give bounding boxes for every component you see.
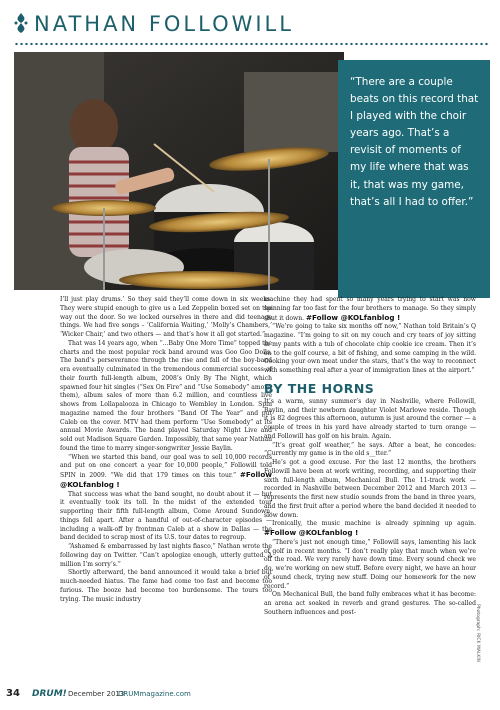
paragraph: “We’re going to take six months off now,” Nathan told Britain’s Q magazine. “I’m going to sit on my couch and cry tears of joy sitting in my pants with a tub of chocolate chip cookie ice cream. Then it’s on to the golf course, a bit of fishing, and some camping in the wild. Cooking your own meat under the stars, that’s the way to reconnect with something real after a year of immigration lines at the airport.” (264, 323, 476, 374)
section-subhead: BY THE HORNS (264, 380, 375, 396)
page-footer (6, 688, 486, 702)
paragraph: It’s a warm, sunny summer’s day in Nashville, where Followill, Baylin, and their newborn daughter Violet Marlowe reside. Though it is 82 degrees this afternoon, autumn is just around the corner — a couple of trees in his yard have already started to turn orange — and Followill has golf on his brain. Again. (264, 397, 476, 440)
paragraph: That success was what the band sought, no doubt about it — but it eventually took its toll. In the midst of the extended tour supporting their fifth full-length album, Come Around Sundown, things fell apart. After a handful of out-of-character episodes — including a walk-off by frontman Caleb at a show in Dallas — the band decided to scrap most of its U.S. tour dates to regroup. (60, 490, 272, 542)
paragraph: “It’s great golf weather,” he says. After a beat, he concedes: “Currently my game is in the old s__tter.” (264, 441, 476, 458)
issue-date: December 2013 (68, 690, 125, 698)
paragraph: machine they had spent so many years trying to start was now spinning far too fast for the four brothers to manage. So they simply shut it down. #Follow @KOLfanblog ! (264, 296, 476, 322)
pull-quote: “There are a couple beats on this record that I played with the choir years ago. That’s a revisit of moments of my life where that was it, that was my game, that’s all I had to offer.” (338, 60, 490, 298)
paragraph: Ironically, the music machine is already spinning up again. #Follow @KOLfanblog ! (264, 520, 476, 537)
magazine-name: DRUM! (32, 689, 67, 699)
paragraph: On Mechanical Bull, the band fully embraces what it has become: an arena act soaked in reverb and grand gestures. The so-called Southern influences and post- (264, 591, 476, 616)
paragraph: That was 14 years ago, when “...Baby One More Time” topped the charts and the most popular rock band around was Goo Goo Dolls. The band’s perseverance through the rise and fall of the boy-band era eventually culminated in the tremendous commercial success of their fourth full-length album, 2008’s Only By The Night, which spawned four hit singles (“Sex On Fire” and “Use Somebody” among them), album sales of more than 6.2 million, and countless live shows from Lollapalooza in Chicago to Wembley in London. Spin magazine named the four brothers “Band Of The Year” and put Caleb on the cover. MTV had them perform “Use Somebody” at its annual Movie Awards. The band played Saturday Night Live and sold out Madison Square Garden. Impossibly, that same year Nathan found the time to marry singer-songwriter Jessie Baylin. (60, 339, 272, 452)
follow-tag[interactable]: #Follow @KOLfanblog ! (264, 528, 359, 537)
dotted-rule (14, 42, 490, 46)
drummer-photo (14, 52, 344, 290)
column-left (60, 296, 272, 604)
photo-credit: Photograph: RICK MALKIN (475, 604, 480, 663)
paragraph: I’ll just play drums.’ So they said they’ll come down in six weeks. They were stupid enough to give us a Led Zeppelin boxed set on the way out the door. So we locked ourselves in there and did teenage things. We had five songs – ‘California Waiting,’ ‘Molly’s Chambers,’ ‘Wicker Chair,’ and two others — and that’s how it all got started.” (60, 296, 272, 338)
paragraph: “When we started this band, our goal was to sell 10,000 records and put on one concert a year for 10,000 people,” Followill told SPIN in 2009. “We did that 179 times on this tour.” #Follow @KOLfanblog ! (60, 453, 272, 489)
follow-tag[interactable]: #Follow @KOLfanblog ! (305, 312, 401, 322)
paragraph: “There’s just not enough time,” Followill says, lamenting his lack of golf in recent months. “I don’t really play that much when we’re off the road. We very rarely have down time. Every sound check we do, we’re working on new stuff. Before every night, we have an hour of sound check, trying new stuff. Doing our homework for the new record.” (264, 538, 476, 590)
fleuron-icon (14, 12, 28, 34)
column-right (264, 296, 476, 618)
paragraph: He’s got a good excuse. For the last 12 months, the brothers Followill have been at work writing, recording, and supporting their sixth full-length album, Mechanical Bull. The 11-track work — recorded in Nashville between December 2012 and March 2013 — represents the first new studio sounds from the band in three years, and the first fruit after a period where the band decided it needed to slow down. (264, 459, 476, 519)
article-title: NATHAN FOLLOWILL (34, 12, 294, 36)
paragraph: “Ashamed & embarrassed by last nights fiasco,” Nathan wrote the following day on Twitter. “Can’t apologize enough, utterly gutted. A million I’m sorry’s.” (60, 543, 272, 568)
magazine-site[interactable]: DRUMmagazine.com (118, 690, 191, 698)
page-number: 34 (6, 688, 20, 699)
paragraph: Shortly afterward, the band announced it would take a brief but much-needed hiatus. The fame had come too fast and become too furious. The booze had become too burdensome. The tours too trying. The music industry (60, 569, 272, 603)
follow-tag[interactable]: #Follow @KOLfanblog ! (60, 470, 272, 489)
article-header (14, 8, 490, 48)
